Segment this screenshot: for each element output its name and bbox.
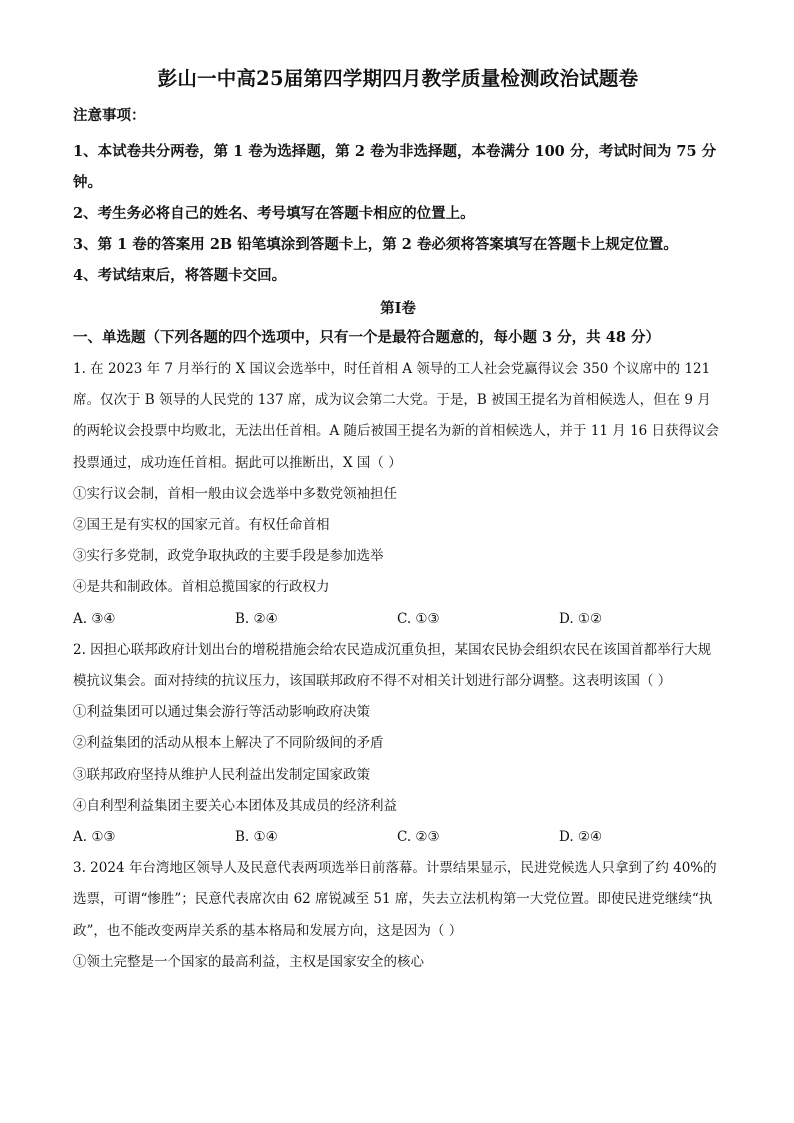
note-item: 1、本试卷共分两卷，第 1 卷为选择题，第 2 卷为非选择题，本卷满分 100 分，考试时间为 75 分钟。: [73, 143, 717, 191]
note-item: 3、第 1 卷的答案用 2B 铅笔填涂到答题卡上，第 2 卷必须将答案填写在答题卡上规定位置。: [73, 236, 678, 253]
question-1: [73, 354, 723, 635]
exam-title: 彭山一中高25届第四学期四月教学质量检测政治试题卷: [157, 67, 639, 90]
question-stem: 2. 因担心联邦政府计划出台的增税措施会给农民造成沉重负担，某国农民协会组织农民在该国首都举行大规模抗议集会。面对持续的抗议压力，该国联邦政府不得不对相关计划进行部分调整。这表明该国（ ）: [73, 641, 712, 690]
statement: ③联邦政府坚持从维护人民利益出发制定国家政策: [73, 766, 370, 783]
statement: ①实行议会制，首相一般由议会选举中多数党领袖担任: [73, 485, 397, 502]
question-stem: 1. 在 2023 年 7 月举行的 X 国议会选举中，时任首相 A 领导的工人社会党赢得议会 350 个议席中的 121 席。仅次于 B 领导的人民党的 137 席，成为议会第二大党。于是，B 被国王提名为首相候选人，但在 9 月的两轮议会投票中均败北，无法出任首相。A 随后被国王提名为新的首相候选人，并于 11 月 16 日获得议会投票通过，成功连任首相。据此可以推断出，X 国（ ）: [73, 361, 720, 471]
statement: ②利益集团的活动从根本上解决了不同阶级间的矛盾: [73, 735, 384, 752]
choice-a: A. ③④: [73, 610, 116, 627]
statement: ④是共和制政体。首相总揽国家的行政权力: [73, 579, 330, 596]
statement: ①领土完整是一个国家的最高利益，主权是国家安全的核心: [73, 953, 424, 970]
choice-c: C. ①③: [397, 610, 440, 627]
question-2: [73, 635, 723, 853]
choice-row: [73, 604, 723, 635]
choice-b: B. ①④: [235, 829, 278, 846]
note-item: 4、考试结束后，将答题卡交回。: [73, 267, 287, 284]
section-title: 第Ⅰ卷: [380, 300, 416, 317]
choice-b: B. ②④: [235, 610, 278, 627]
part-one-heading: 一、单选题（下列各题的四个选项中，只有一个是最符合题意的，每小题 3 分，共 48 分）: [73, 329, 660, 346]
notes-heading: 注意事项：: [73, 107, 146, 124]
statement: ②国王是有实权的国家元首。有权任命首相: [73, 517, 330, 534]
exam-page: [73, 62, 723, 978]
choice-a: A. ①③: [73, 829, 116, 846]
choice-d: D. ②④: [559, 829, 603, 846]
choice-row: [73, 822, 723, 853]
question-3: [73, 853, 723, 978]
statement: ③实行多党制，政党争取执政的主要手段是参加选举: [73, 548, 384, 565]
choice-d: D. ①②: [559, 610, 603, 627]
question-stem: 3. 2024 年台湾地区领导人及民意代表两项选举日前落幕。计票结果显示，民进党候选人只拿到了约 40%的选票，可谓“惨胜”；民意代表席次由 62 席锐减至 51 席，失去立法机构第一大党位置。即使民进党继续“执政”，也不能改变两岸关系的基本格局和发展方向，这是因为（ ）: [73, 860, 717, 939]
choice-c: C. ②③: [397, 829, 440, 846]
note-item: 2、考生务必将自己的姓名、考号填写在答题卡相应的位置上。: [73, 205, 475, 222]
statement: ①利益集团可以通过集会游行等活动影响政府决策: [73, 704, 370, 721]
statement: ④自利型利益集团主要关心本团体及其成员的经济利益: [73, 797, 397, 814]
